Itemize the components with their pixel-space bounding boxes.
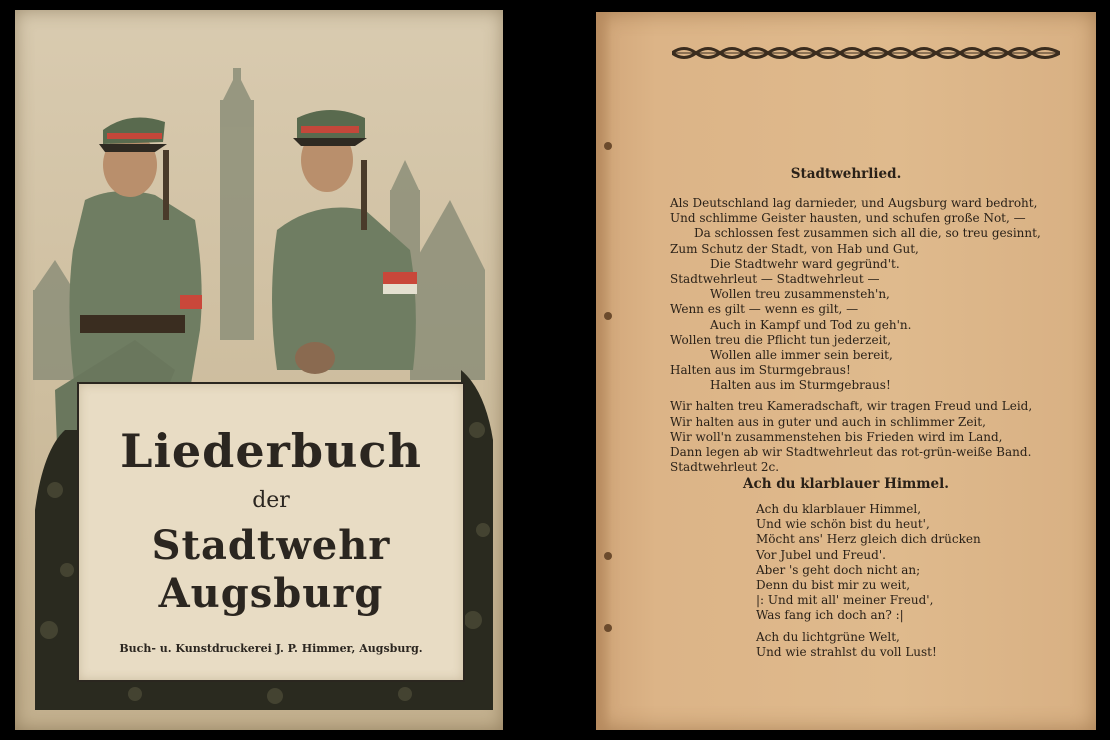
cover-title-panel	[77, 382, 465, 682]
cover-title-der: der	[252, 488, 290, 513]
song1-line: Wir woll'n zusammenstehen bis Frieden wird im Land,	[670, 429, 1003, 444]
song2-text	[756, 502, 981, 660]
song2-line: Aber 's geht doch nicht an;	[756, 562, 921, 577]
song1-line: Da schlossen fest zusammen sich all die, so treu gesinnt,	[694, 226, 1041, 241]
page-gutter	[596, 12, 612, 730]
song2-line: Ach du lichtgrüne Welt,	[756, 629, 900, 644]
book-cover	[15, 10, 503, 730]
soldier-right	[272, 110, 417, 374]
song2-line: Und wie schön bist du heut',	[756, 517, 930, 532]
song2-line: |: Und mit all' meiner Freud',	[756, 593, 934, 608]
song1-line: Halten aus im Sturmgebraus!	[670, 363, 851, 378]
song2-title: Ach du klarblauer Himmel.	[743, 476, 949, 492]
song1-line: Wenn es gilt — wenn es gilt, —	[670, 302, 859, 317]
song1-line: Wir halten treu Kameradschaft, wir tragen Freud und Leid,	[670, 399, 1033, 414]
song1-line: Stadtwehrleut — Stadtwehrleut —	[670, 271, 880, 286]
cover-title-augsburg: Augsburg	[158, 570, 384, 617]
song1-line: Als Deutschland lag darnieder, und Augsburg ward bedroht,	[670, 196, 1038, 210]
song1-line: Stadtwehrleut 2c.	[670, 460, 780, 475]
binding-stitch	[604, 552, 612, 560]
song2-line: Denn du bist mir zu weit,	[756, 577, 911, 592]
binding-stitch	[604, 142, 612, 150]
binding-stitch	[604, 312, 612, 320]
song1-line: Dann legen ab wir Stadtwehrleut das rot-grün-weiße Band.	[670, 445, 1032, 459]
cover-title-stadtwehr: Stadtwehr	[151, 522, 391, 569]
song2-line: Und wie strahlst du voll Lust!	[756, 644, 937, 659]
ornament-border	[672, 42, 1060, 64]
song1-line: Wollen treu die Pflicht tun jederzeit,	[670, 332, 892, 347]
song2-line: Möcht ans' Herz gleich dich drücken	[756, 532, 981, 547]
song1-line: Die Stadtwehr ward gegründ't.	[710, 256, 900, 271]
song1-line: Halten aus im Sturmgebraus!	[710, 378, 891, 393]
song1-line: Auch in Kampf und Tod zu geh'n.	[710, 317, 912, 332]
cover-title-liederbuch: Liederbuch	[120, 424, 422, 478]
binding-stitch	[604, 624, 612, 632]
song2-line: Ach du klarblauer Himmel,	[756, 502, 922, 516]
song2-line: Vor Jubel und Freud'.	[756, 547, 886, 562]
song1-line: Zum Schutz der Stadt, von Hab und Gut,	[670, 241, 919, 256]
song1-line: Und schlimme Geister hausten, und schufen große Not, —	[670, 211, 1026, 226]
song2-line: Was fang ich doch an? :|	[756, 608, 904, 623]
song1-text	[670, 196, 1041, 475]
song1-title: Stadtwehrlied.	[790, 166, 902, 182]
song1-line: Wollen alle immer sein bereit,	[710, 347, 893, 362]
song1-line: Wir halten aus in guter und auch in schlimmer Zeit,	[670, 414, 986, 429]
song-page	[596, 12, 1096, 730]
song1-line: Wollen treu zusammensteh'n,	[710, 287, 890, 302]
cover-publisher: Buch- u. Kunstdruckerei J. P. Himmer, Augsburg.	[119, 642, 423, 655]
